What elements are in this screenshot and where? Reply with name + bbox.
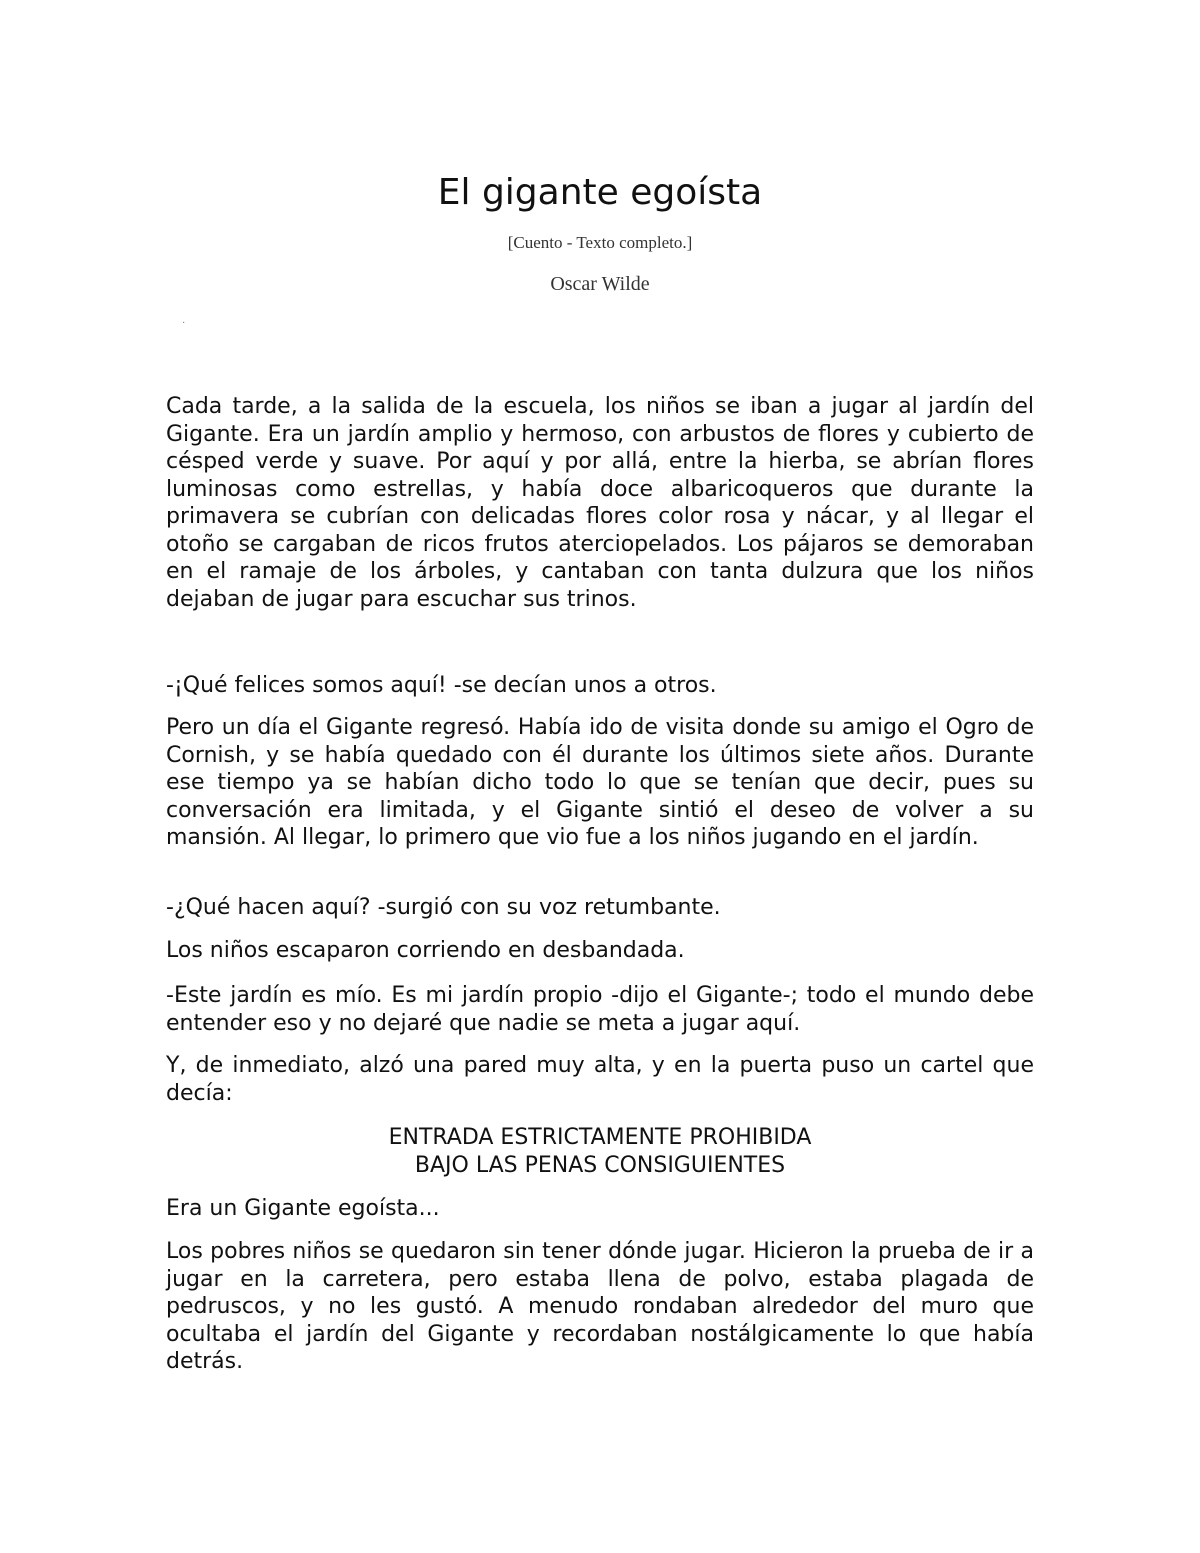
document-subtitle: [Cuento - Texto completo.]: [507, 233, 693, 252]
paragraph-6: -Este jardín es mío. Es mi jardín propio -dijo el Gigante-; todo el mundo debe entender eso y no dejaré que nadie se meta a jugar aquí.: [166, 983, 1034, 1036]
paragraph-8: Era un Gigante egoísta...: [166, 1196, 440, 1221]
sign-line-1: ENTRADA ESTRICTAMENTE PROHIBIDA: [388, 1125, 812, 1150]
paragraph-1: Cada tarde, a la salida de la escuela, los niños se iban a jugar al jardín del Gigante. Era un jardín amplio y hermoso, con arbustos de flores y cubierto de césped verde y suave. Por aquí y por allá, entre la hierba, se abrían flores luminosas como estrellas, y había doce albaricoqueros que durante la primavera se cubrían con delicadas flores color rosa y nácar, y al llegar el otoño se cargaban de ricos frutos aterciopelados. Los pájaros se demoraban en el ramaje de los árboles, y cantaban con tanta dulzura que los niños dejaban de jugar para escuchar sus trinos.: [166, 394, 1034, 612]
paragraph-5: Los niños escaparon corriendo en desbandada.: [166, 938, 685, 963]
paragraph-9: Los pobres niños se quedaron sin tener dónde jugar. Hicieron la prueba de ir a jugar en la carretera, pero estaba llena de polvo, estaba plagada de pedruscos, y no les gustó. A menudo rondaban alrededor del muro que ocultaba el jardín del Gigante y recordaban nostálgicamente lo que había detrás.: [166, 1239, 1034, 1374]
document-author: Oscar Wilde: [550, 273, 650, 295]
paragraph-7: Y, de inmediato, alzó una pared muy alta, y en la puerta puso un cartel que decía:: [166, 1053, 1034, 1106]
paragraph-2: -¡Qué felices somos aquí! -se decían unos a otros.: [166, 673, 717, 698]
paragraph-3: Pero un día el Gigante regresó. Había ido de visita donde su amigo el Ogro de Cornish, y se había quedado con él durante los últimos siete años. Durante ese tiempo ya se habían dicho todo lo que se tenían que decir, pues su conversación era limitada, y el Gigante sintió el deseo de volver a su mansión. Al llegar, lo primero que vio fue a los niños jugando en el jardín.: [166, 715, 1034, 850]
paragraph-4: -¿Qué hacen aquí? -surgió con su voz retumbante.: [166, 895, 721, 920]
document-title: El gigante egoísta: [437, 172, 763, 213]
stray-mark: ·: [182, 318, 186, 329]
sign-text: [166, 1124, 1034, 1179]
sign-line-2: BAJO LAS PENAS CONSIGUIENTES: [414, 1152, 786, 1178]
